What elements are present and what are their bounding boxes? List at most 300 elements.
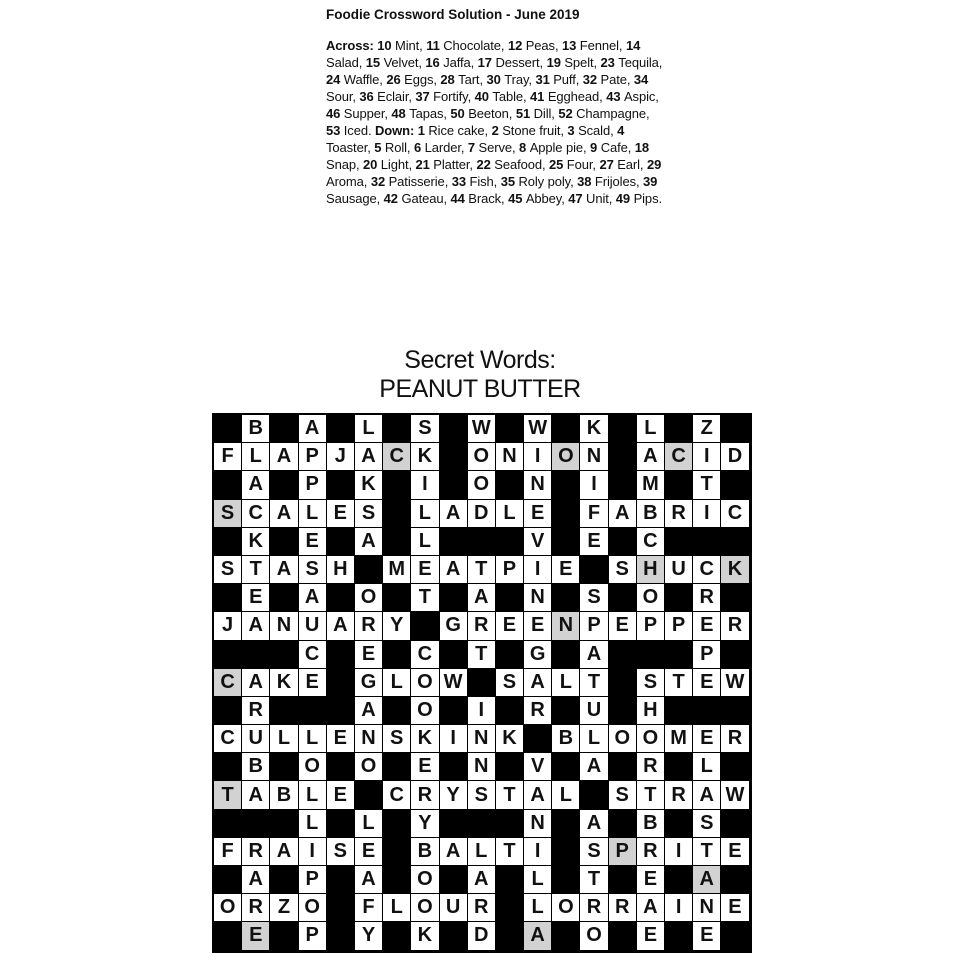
black-square	[327, 922, 355, 950]
black-square	[440, 584, 468, 612]
black-square	[355, 556, 383, 584]
letter-cell: C	[242, 500, 270, 528]
letter-cell: I	[665, 894, 693, 922]
letter-cell: K	[270, 669, 298, 697]
down-clue-answer: Scald,	[578, 123, 618, 138]
secret-letter-cell: A	[693, 866, 721, 894]
letter-cell: W	[721, 781, 749, 809]
letter-cell: L	[580, 725, 608, 753]
letter-cell: E	[327, 725, 355, 753]
letter-cell: K	[496, 725, 524, 753]
solution-answers	[326, 37, 666, 207]
letter-cell: N	[524, 584, 552, 612]
letter-cell: V	[524, 528, 552, 556]
black-square	[383, 697, 411, 725]
letter-cell: T	[637, 781, 665, 809]
letter-cell: O	[411, 894, 439, 922]
secret-letter-cell: A	[524, 922, 552, 950]
black-square	[214, 753, 242, 781]
letter-cell: T	[242, 556, 270, 584]
across-clue-number: 46	[326, 106, 344, 121]
black-square	[693, 697, 721, 725]
letter-cell: I	[299, 838, 327, 866]
letter-cell: R	[242, 697, 270, 725]
black-square	[552, 500, 580, 528]
across-clue-number: 53	[326, 123, 344, 138]
letter-cell: R	[609, 894, 637, 922]
letter-cell: K	[411, 922, 439, 950]
letter-cell: R	[637, 753, 665, 781]
black-square	[270, 415, 298, 443]
letter-cell: H	[327, 556, 355, 584]
black-square	[270, 810, 298, 838]
letter-cell: D	[721, 443, 749, 471]
across-clue-answer: Iced.	[343, 123, 375, 138]
letter-cell: A	[580, 641, 608, 669]
letter-cell: S	[609, 556, 637, 584]
secret-letter-cell: K	[721, 556, 749, 584]
across-clue-answer: Spelt,	[564, 55, 601, 70]
letter-cell: E	[524, 612, 552, 640]
black-square	[327, 866, 355, 894]
black-square	[496, 922, 524, 950]
letter-cell: E	[609, 612, 637, 640]
down-clue-answer: Fish,	[469, 174, 501, 189]
letter-cell: E	[411, 556, 439, 584]
down-clue-number: 6	[413, 140, 425, 155]
black-square	[496, 584, 524, 612]
letter-cell: A	[327, 612, 355, 640]
letter-cell: P	[299, 443, 327, 471]
letter-cell: L	[411, 500, 439, 528]
down-clue-number: 1	[417, 123, 429, 138]
letter-cell: N	[270, 612, 298, 640]
letter-cell: L	[383, 894, 411, 922]
black-square	[214, 584, 242, 612]
down-clue-answer: Frijoles,	[594, 174, 644, 189]
black-square	[609, 443, 637, 471]
letter-cell: L	[355, 415, 383, 443]
down-clue-answer: Larder,	[424, 140, 468, 155]
across-clue-number: 32	[582, 72, 601, 87]
letter-cell: R	[524, 697, 552, 725]
letter-cell: E	[693, 725, 721, 753]
letter-cell: L	[299, 500, 327, 528]
black-square	[721, 528, 749, 556]
black-square	[609, 669, 637, 697]
secret-letter-cell: S	[214, 500, 242, 528]
down-clue-answer: Snap,	[326, 157, 363, 172]
across-clue-number: 16	[425, 55, 444, 70]
across-clue-answer: Chocolate,	[443, 38, 508, 53]
letter-cell: L	[693, 753, 721, 781]
black-square	[440, 528, 468, 556]
letter-cell: A	[693, 781, 721, 809]
down-clue-answer: Abbey,	[525, 191, 569, 206]
across-clue-number: 34	[633, 72, 649, 87]
black-square	[327, 641, 355, 669]
black-square	[552, 415, 580, 443]
letter-cell: R	[637, 838, 665, 866]
across-clue-answer: Beeton,	[468, 106, 516, 121]
black-square	[383, 810, 411, 838]
letter-cell: W	[468, 415, 496, 443]
letter-cell: A	[270, 443, 298, 471]
black-square	[270, 528, 298, 556]
black-square	[721, 922, 749, 950]
letter-cell: L	[299, 781, 327, 809]
letter-cell: C	[383, 781, 411, 809]
black-square	[665, 922, 693, 950]
letter-cell: R	[580, 894, 608, 922]
down-clue-number: 47	[568, 191, 587, 206]
black-square	[665, 528, 693, 556]
letter-cell: L	[270, 725, 298, 753]
black-square	[327, 669, 355, 697]
across-clue-answer: Dill,	[533, 106, 559, 121]
black-square	[580, 556, 608, 584]
black-square	[468, 528, 496, 556]
letter-cell: R	[242, 894, 270, 922]
letter-cell: A	[299, 415, 327, 443]
black-square	[665, 415, 693, 443]
black-square	[242, 810, 270, 838]
letter-cell: A	[270, 556, 298, 584]
down-clue-answer: Brack,	[468, 191, 509, 206]
letter-cell: G	[524, 641, 552, 669]
black-square	[665, 697, 693, 725]
letter-cell: N	[355, 725, 383, 753]
black-square	[609, 697, 637, 725]
across-clue-number: 41	[530, 89, 548, 104]
across-clue-number: 40	[474, 89, 493, 104]
letter-cell: S	[580, 838, 608, 866]
down-clue-number: 2	[491, 123, 503, 138]
black-square	[440, 443, 468, 471]
letter-cell: I	[693, 500, 721, 528]
black-square	[242, 641, 270, 669]
letter-cell: F	[580, 500, 608, 528]
letter-cell: B	[637, 810, 665, 838]
letter-cell: A	[355, 697, 383, 725]
letter-cell: O	[299, 753, 327, 781]
black-square	[270, 922, 298, 950]
secret-words-header	[0, 346, 960, 404]
letter-cell: T	[580, 669, 608, 697]
letter-cell: U	[242, 725, 270, 753]
black-square	[609, 584, 637, 612]
black-square	[383, 838, 411, 866]
letter-cell: P	[665, 612, 693, 640]
letter-cell: I	[468, 697, 496, 725]
letter-cell: E	[299, 669, 327, 697]
letter-cell: L	[355, 810, 383, 838]
black-square	[440, 810, 468, 838]
letter-cell: M	[383, 556, 411, 584]
black-square	[609, 641, 637, 669]
black-square	[665, 866, 693, 894]
down-clue-answer: Earl,	[617, 157, 647, 172]
black-square	[383, 471, 411, 499]
secret-letter-cell: N	[552, 612, 580, 640]
letter-cell: A	[440, 838, 468, 866]
black-square	[383, 528, 411, 556]
black-square	[327, 753, 355, 781]
solution-panel	[326, 6, 666, 207]
letter-cell: R	[242, 838, 270, 866]
letter-cell: B	[242, 415, 270, 443]
black-square	[721, 471, 749, 499]
black-square	[270, 866, 298, 894]
letter-cell: D	[468, 500, 496, 528]
black-square	[270, 753, 298, 781]
letter-cell: T	[496, 838, 524, 866]
letter-cell: B	[637, 500, 665, 528]
letter-cell: N	[580, 443, 608, 471]
letter-cell: J	[327, 443, 355, 471]
across-clue-number: 12	[507, 38, 526, 53]
black-square	[270, 697, 298, 725]
across-clue-number: 15	[365, 55, 384, 70]
black-square	[355, 781, 383, 809]
letter-cell: E	[299, 528, 327, 556]
down-clue-number: 39	[643, 174, 658, 189]
letter-cell: I	[440, 725, 468, 753]
black-square	[693, 528, 721, 556]
across-clue-number: 37	[415, 89, 434, 104]
letter-cell: P	[693, 641, 721, 669]
letter-cell: S	[609, 781, 637, 809]
letter-cell: W	[440, 669, 468, 697]
letter-cell: A	[242, 471, 270, 499]
letter-cell: O	[355, 753, 383, 781]
letter-cell: I	[411, 471, 439, 499]
black-square	[214, 641, 242, 669]
across-clue-answer: Waffle,	[343, 72, 387, 87]
black-square	[327, 810, 355, 838]
black-square	[721, 697, 749, 725]
black-square	[327, 471, 355, 499]
letter-cell: L	[524, 866, 552, 894]
black-square	[383, 641, 411, 669]
letter-cell: N	[524, 471, 552, 499]
letter-cell: O	[468, 443, 496, 471]
black-square	[383, 922, 411, 950]
across-clue-number: 28	[440, 72, 459, 87]
black-square	[383, 584, 411, 612]
letter-cell: H	[637, 697, 665, 725]
letter-cell: A	[440, 500, 468, 528]
down-clue-answer: Aroma,	[326, 174, 371, 189]
letter-cell: P	[580, 612, 608, 640]
down-clue-number: 18	[634, 140, 650, 155]
down-clue-number: 44	[450, 191, 469, 206]
letter-cell: L	[299, 725, 327, 753]
letter-cell: T	[496, 781, 524, 809]
letter-cell: E	[496, 612, 524, 640]
letter-cell: S	[327, 838, 355, 866]
black-square	[609, 415, 637, 443]
down-clue-number: 22	[476, 157, 495, 172]
black-square	[411, 612, 439, 640]
letter-cell: F	[355, 894, 383, 922]
black-square	[327, 528, 355, 556]
down-clue-number: 33	[451, 174, 470, 189]
letter-cell: A	[242, 866, 270, 894]
letter-cell: A	[355, 443, 383, 471]
across-clue-answer: Tequila,	[618, 55, 663, 70]
letter-cell: O	[411, 669, 439, 697]
black-square	[270, 641, 298, 669]
letter-cell: S	[411, 415, 439, 443]
across-clue-answer: Velvet,	[383, 55, 426, 70]
black-square	[552, 753, 580, 781]
letter-cell: W	[721, 669, 749, 697]
black-square	[299, 697, 327, 725]
down-clue-number: 25	[549, 157, 567, 172]
black-square	[383, 753, 411, 781]
letter-cell: E	[355, 838, 383, 866]
letter-cell: I	[665, 838, 693, 866]
letter-cell: C	[693, 556, 721, 584]
black-square	[552, 838, 580, 866]
letter-cell: M	[665, 725, 693, 753]
letter-cell: E	[327, 500, 355, 528]
letter-cell: K	[355, 471, 383, 499]
black-square	[214, 866, 242, 894]
down-clue-number: 21	[415, 157, 434, 172]
down-clue-answer: Seafood,	[494, 157, 550, 172]
letter-cell: R	[721, 725, 749, 753]
black-square	[721, 584, 749, 612]
black-square	[609, 528, 637, 556]
black-square	[609, 866, 637, 894]
letter-cell: P	[496, 556, 524, 584]
letter-cell: B	[411, 838, 439, 866]
down-clue-number: 32	[370, 174, 389, 189]
black-square	[468, 810, 496, 838]
across-clue-answer: Fennel,	[579, 38, 626, 53]
letter-cell: L	[383, 669, 411, 697]
letter-cell: O	[355, 584, 383, 612]
letter-cell: E	[242, 584, 270, 612]
across-clue-answer: Peas,	[525, 38, 562, 53]
down-clue-answer: Serve,	[478, 140, 520, 155]
across-clue-answer: Mint,	[395, 38, 427, 53]
letter-cell: E	[524, 500, 552, 528]
letter-cell: C	[637, 528, 665, 556]
letter-cell: L	[552, 781, 580, 809]
letter-cell: O	[552, 894, 580, 922]
secret-letter-cell: C	[214, 669, 242, 697]
across-clue-number: 50	[450, 106, 469, 121]
black-square	[609, 471, 637, 499]
secret-letter-cell: O	[552, 443, 580, 471]
letter-cell: U	[665, 556, 693, 584]
black-square	[214, 697, 242, 725]
secret-letter-cell: H	[637, 556, 665, 584]
across-clue-answer: Tart,	[458, 72, 487, 87]
letter-cell: S	[383, 725, 411, 753]
black-square	[665, 753, 693, 781]
letter-cell: N	[524, 810, 552, 838]
down-clue-number: 38	[577, 174, 595, 189]
down-clue-answer: Rice cake,	[428, 123, 492, 138]
letter-cell: K	[411, 443, 439, 471]
black-square	[609, 922, 637, 950]
across-clue-number: 24	[326, 72, 344, 87]
letter-cell: L	[411, 528, 439, 556]
black-square	[214, 415, 242, 443]
letter-cell: L	[299, 810, 327, 838]
across-clue-number: 17	[477, 55, 496, 70]
letter-cell: C	[214, 725, 242, 753]
across-clue-answer: Aspic,	[623, 89, 659, 104]
letter-cell: O	[637, 725, 665, 753]
letter-cell: A	[524, 669, 552, 697]
black-square	[383, 415, 411, 443]
down-label: Down:	[374, 123, 418, 138]
letter-cell: R	[355, 612, 383, 640]
across-clue-answer: Sour,	[326, 89, 360, 104]
black-square	[214, 471, 242, 499]
letter-cell: A	[355, 528, 383, 556]
across-clue-answer: Tapas,	[409, 106, 451, 121]
letter-cell: U	[580, 697, 608, 725]
black-square	[552, 528, 580, 556]
secret-letter-cell: C	[665, 443, 693, 471]
down-clue-number: 27	[599, 157, 618, 172]
down-clue-answer: Sausage,	[326, 191, 384, 206]
across-clue-number: 26	[386, 72, 405, 87]
across-clue-number: 52	[558, 106, 577, 121]
secret-letter-cell: C	[383, 443, 411, 471]
down-clue-number: 7	[467, 140, 479, 155]
letter-cell: Z	[693, 415, 721, 443]
letter-cell: S	[580, 584, 608, 612]
down-clue-answer: Pips.	[633, 191, 662, 206]
black-square	[609, 810, 637, 838]
black-square	[214, 528, 242, 556]
black-square	[440, 866, 468, 894]
down-clue-number: 29	[646, 157, 662, 172]
black-square	[383, 866, 411, 894]
letter-cell: R	[411, 781, 439, 809]
letter-cell: N	[496, 443, 524, 471]
across-clue-number: 11	[426, 38, 444, 53]
letter-cell: A	[270, 838, 298, 866]
letter-cell: U	[299, 612, 327, 640]
down-clue-answer: Four,	[566, 157, 600, 172]
down-clue-answer: Roll,	[384, 140, 414, 155]
letter-cell: P	[299, 471, 327, 499]
letter-cell: Y	[411, 810, 439, 838]
letter-cell: J	[214, 612, 242, 640]
across-clue-number: 10	[377, 38, 396, 53]
black-square	[552, 641, 580, 669]
down-clue-number: 9	[590, 140, 601, 155]
secret-words-title: Secret Words:	[404, 346, 556, 374]
down-clue-number: 5	[374, 140, 385, 155]
across-clue-number: 48	[391, 106, 410, 121]
black-square	[721, 866, 749, 894]
letter-cell: C	[411, 641, 439, 669]
black-square	[327, 697, 355, 725]
black-square	[496, 810, 524, 838]
across-clue-number: 51	[515, 106, 534, 121]
black-square	[270, 584, 298, 612]
black-square	[270, 471, 298, 499]
